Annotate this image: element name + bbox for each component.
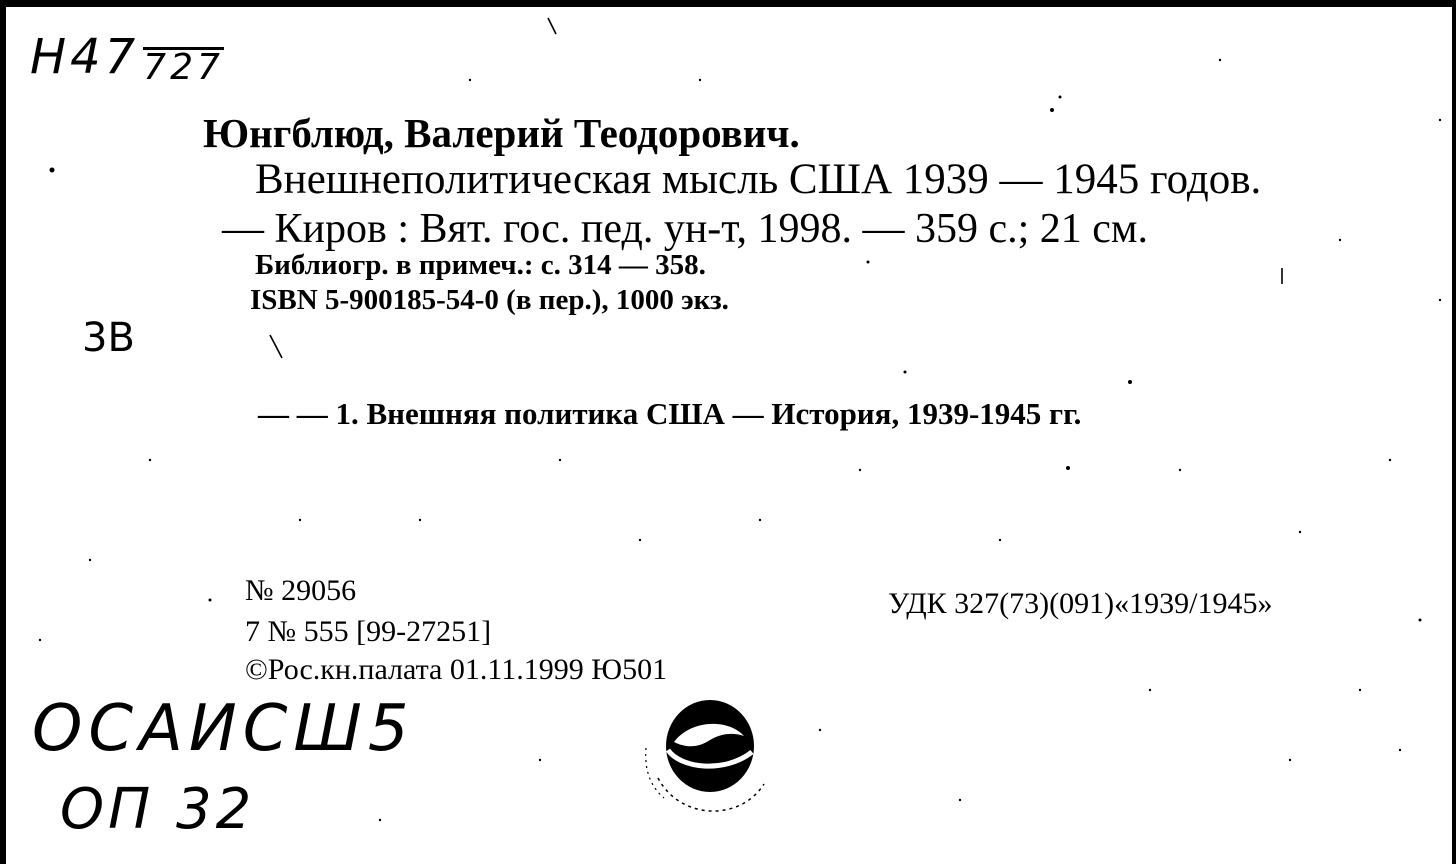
copyright-line: ©Рос.кн.палата 01.11.1999 Ю501 [245,653,668,686]
shelf-mark-text: Н47 [30,29,140,85]
handwritten-shelf-mark [30,29,224,88]
handwritten-class-mark: 3В [82,315,135,361]
handwritten-code-line-1: ОСАИСШ5 [32,692,415,766]
bibliography-note: Библиогр. в примеч.: с. 314 — 358. [255,249,706,281]
udk-classification: УДК 327(73)(091)«1939/1945» [888,587,1273,620]
author-heading: Юнгблюд, Валерий Теодорович. [203,110,800,156]
record-number: № 29056 [245,574,357,607]
book-title: Внешнеполитическая мысль США 1939 — 1945 годов. [255,156,1262,203]
subject-heading: — — 1. Внешняя политика США — История, 1939-1945 гг. [258,396,1082,431]
handwritten-code-line-2: ОП 32 [60,777,256,842]
shelf-number-text: 727 [143,47,224,88]
russian-book-chamber-logo-icon [640,688,780,838]
registration-number: 7 № 555 [99-27251] [245,615,492,648]
isbn-line: ISBN 5-900185-54-0 (в пер.), 1000 экз. [250,284,729,316]
publication-details: — Киров : Вят. гос. пед. ун-т, 1998. — 359 с.; 21 см. [222,206,1149,252]
